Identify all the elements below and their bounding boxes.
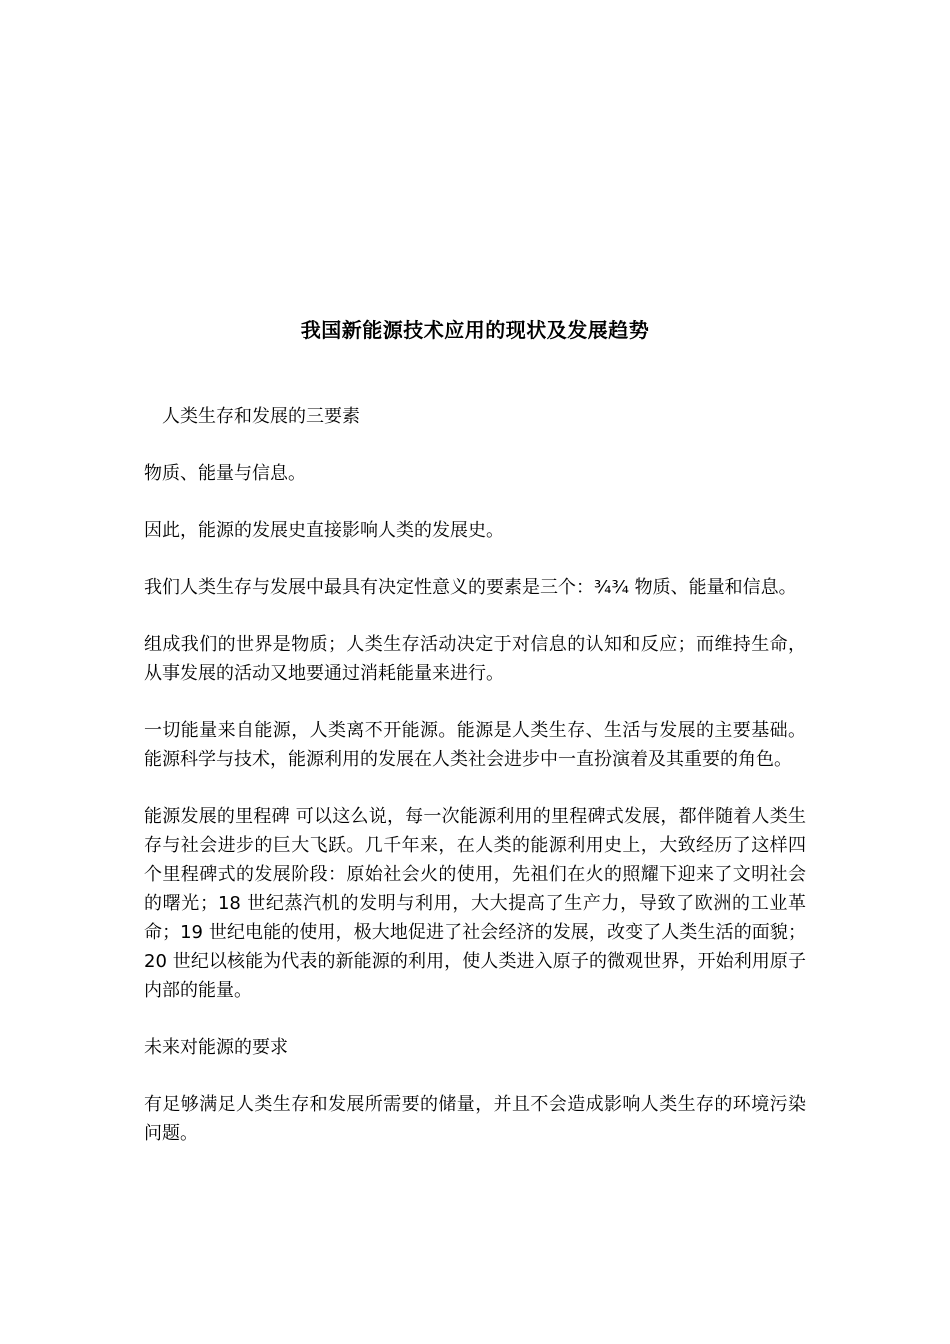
document-body <box>144 402 806 1176</box>
paragraph-5: 组成我们的世界是物质；人类生存活动决定于对信息的认知和反应；而维持生命，从事发展的活动又地要通过消耗能量来进行。 <box>144 634 806 684</box>
document-title: 我国新能源技术应用的现状及发展趋势 <box>300 318 650 342</box>
paragraph-8: 未来对能源的要求 <box>144 1037 288 1058</box>
paragraph-6: 一切能量来自能源，人类离不开能源。能源是人类生存、生活与发展的主要基础。能源科学与技术，能源利用的发展在人类社会进步中一直扮演着及其重要的角色。 <box>144 720 806 770</box>
paragraph-4: 我们人类生存与发展中最具有决定性意义的要素是三个：¾¾ 物质、能量和信息。 <box>144 577 797 598</box>
paragraph-9: 有足够满足人类生存和发展所需要的储量，并且不会造成影响人类生存的环境污染问题。 <box>144 1094 806 1144</box>
paragraph-1: 人类生存和发展的三要素 <box>162 406 360 427</box>
paragraph-7: 能源发展的里程碑 可以这么说，每一次能源利用的里程碑式发展，都伴随着人类生存与社会进步的巨大飞跃。几千年来，在人类的能源利用史上，大致经历了这样四个里程碑式的发展阶段：原始社会火的使用，先祖们在火的照耀下迎来了文明社会的曙光；18 世纪蒸汽机的发明与利用，大大提高了生产力，导致了欧洲的工业革命；19 世纪电能的使用，极大地促进了社会经济的发展，改变了人类生活的面貌；20 世纪以核能为代表的新能源的利用，使人类进入原子的微观世界，开始利用原子内部的能量。 <box>144 806 806 1001</box>
paragraph-2: 物质、能量与信息。 <box>144 463 306 484</box>
paragraph-3: 因此，能源的发展史直接影响人类的发展史。 <box>144 520 504 541</box>
